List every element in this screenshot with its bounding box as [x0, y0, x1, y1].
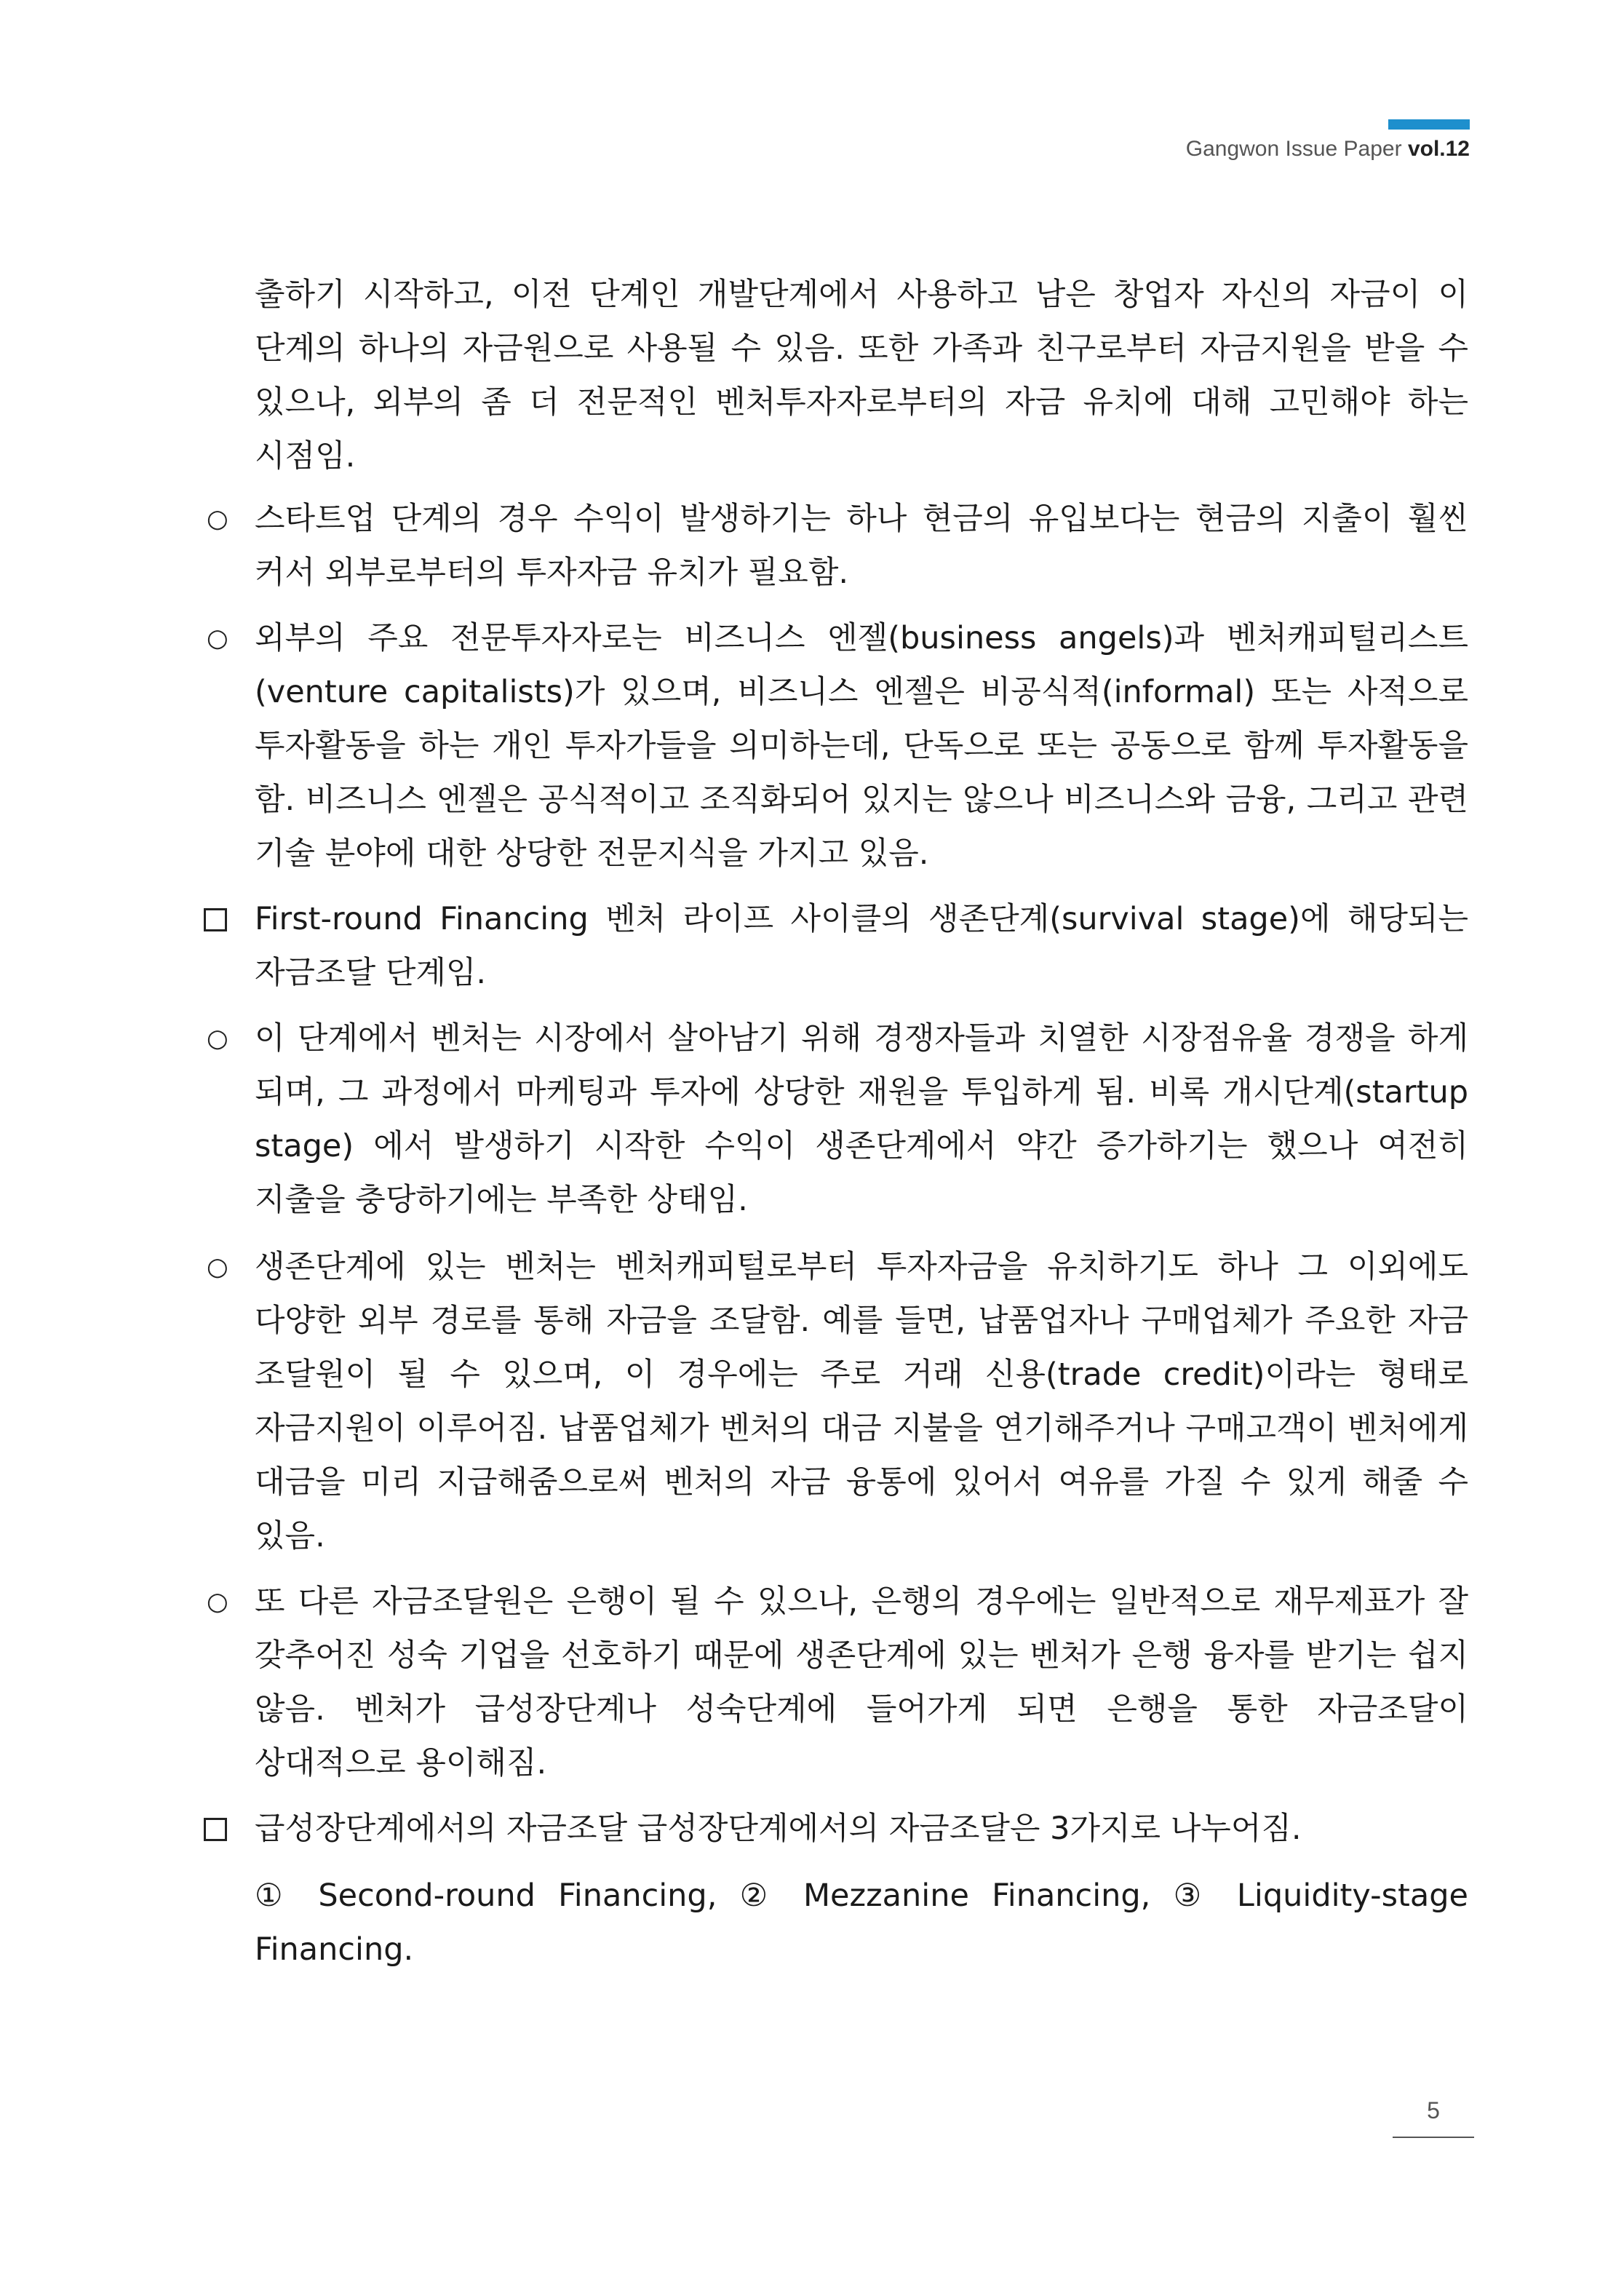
bullet-circle: ○: [207, 624, 228, 653]
numbered-list-text: ① Second-round Financing, ② Mezzanine Financing, ③ Liquidity-stage Financing.: [255, 1877, 1468, 1968]
section-checkbox-icon: [204, 908, 227, 931]
page-number: 5: [1427, 2097, 1440, 2123]
header-volume: vol.12: [1407, 137, 1470, 161]
bullet-circle: ○: [207, 504, 228, 533]
section-checkbox-icon: [204, 1818, 227, 1841]
bullet-circle: ○: [207, 1024, 228, 1053]
bullet-text: 생존단계에 있는 벤처는 벤처캐피털로부터 투자자금을 유치하기도 하나 그 이외에도 다양한 외부 경로를 통해 자금을 조달함. 예를 들면, 납품업자나 구매업체가 주요한 자금 조달원이 될 수 있으며, 이 경우에는 주로 거래 신용(trade credit)이라는 형태로 자금지원이 이루어짐. 납품업체가 벤처의 대금 지불을 연기해주거나 구매고객이 벤처에게 대금을 미리 지급해줌으로써 벤처의 자금 융통에 있어서 여유를 가질 수 있게 해줄 수 있음.: [255, 1249, 1468, 1554]
section-text: First-round Financing 벤처 라이프 사이클의 생존단계(survival stage)에 해당되는 자금조달 단계임.: [255, 901, 1468, 991]
bullet-circle: ○: [207, 1252, 228, 1281]
page-number-rule: [1393, 2137, 1474, 2138]
bullet-text: 스타트업 단계의 경우 수익이 발생하기는 하나 현금의 유입보다는 현금의 지출이 훨씬 커서 외부로부터의 투자자금 유치가 필요함.: [255, 501, 1468, 591]
section-text: 급성장단계에서의 자금조달 급성장단계에서의 자금조달은 3가지로 나누어짐.: [255, 1811, 1302, 1847]
header-title: Gangwon Issue Paper: [1185, 137, 1402, 161]
bullet-circle: ○: [207, 1587, 228, 1616]
bullet-text: 또 다른 자금조달원은 은행이 될 수 있으나, 은행의 경우에는 일반적으로 재무제표가 잘 갖추어진 성숙 기업을 선호하기 때문에 생존단계에 있는 벤처가 은행 융자를 받기는 쉽지 않음. 벤처가 급성장단계나 성숙단계에 들어가게 되면 은행을 통한 자금조달이 상대적으로 용이해짐.: [255, 1583, 1468, 1781]
paragraph-text: 출하기 시작하고, 이전 단계인 개발단계에서 사용하고 남은 창업자 자신의 자금이 이 단계의 하나의 자금원으로 사용될 수 있음. 또한 가족과 친구로부터 자금지원을 받을 수 있으나, 외부의 좀 더 전문적인 벤처투자자로부터의 자금 유치에 대해 고민해야 하는 시점임.: [255, 277, 1468, 474]
bullet-text: 외부의 주요 전문투자자로는 비즈니스 엔젤(business angels)과 벤처캐피털리스트(venture capitalists)가 있으며, 비즈니스 엔젤은 비공식적(informal) 또는 사적으로 투자활동을 하는 개인 투자가들을 의미하는데, 단독으로 또는 공동으로 함께 투자활동을 함. 비즈니스 엔젤은 공식적이고 조직화되어 있지는 않으나 비즈니스와 금융, 그리고 관련 기술 분야에 대한 상당한 전문지식을 가지고 있음.: [255, 620, 1468, 872]
bullet-text: 이 단계에서 벤처는 시장에서 살아남기 위해 경쟁자들과 치열한 시장점유율 경쟁을 하게 되며, 그 과정에서 마케팅과 투자에 상당한 재원을 투입하게 됨. 비록 개시단계(startup stage) 에서 발생하기 시작한 수익이 생존단계에서 약간 증가하기는 했으나 여전히 지출을 충당하기에는 부족한 상태임.: [255, 1020, 1468, 1218]
